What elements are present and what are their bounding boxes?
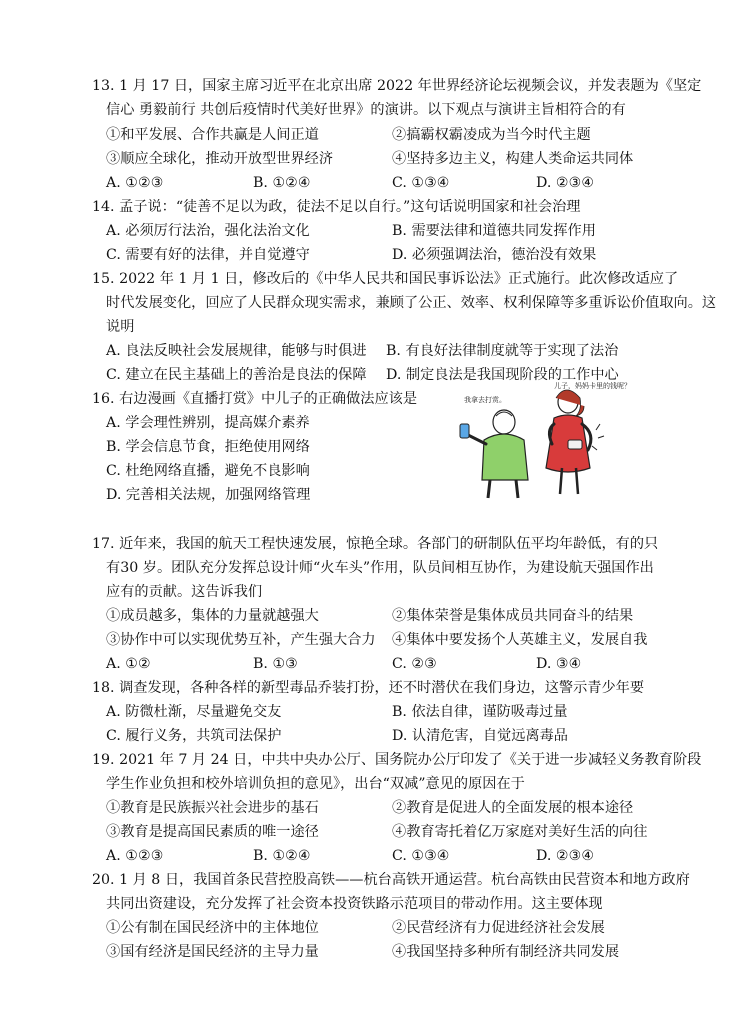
wallet-icon	[568, 440, 582, 449]
question-18-option-b: B. 依法自律，谨防吸毒过量	[392, 704, 568, 720]
question-17-option-b: B. ①③	[253, 656, 298, 672]
question-17-item-3: ③协作中可以实现优势互补，产生强大合力	[106, 632, 376, 648]
question-13-option-a: A. ①②③	[106, 175, 164, 191]
question-19-option-b: B. ①②④	[253, 848, 311, 864]
question-19-stem-line-1: 19. 2021 年 7 月 24 日，中共中央办公厅、国务院办公厅印发了《关于进一步减轻义务教育阶段	[92, 752, 702, 768]
question-13-option-b: B. ①②④	[253, 175, 311, 191]
question-17-stem-line-2: 有30 岁。团队充分发挥总设计师“火车头”作用，队员间相互协作，为建设航天强国作出	[106, 560, 654, 576]
question-14-option-d: D. 必须强调法治，德治没有效果	[392, 247, 597, 263]
phone-icon	[460, 424, 469, 438]
question-15-stem-line-2: 时代发展变化，回应了人民群众现实需求，兼顾了公正、效率、权利保障等多重诉讼价值取向。这	[106, 295, 717, 311]
question-19-item-2: ②教育是促进人的全面发展的根本途径	[392, 800, 634, 816]
question-15-option-a: A. 良法反映社会发展规律，能够与时俱进	[106, 343, 367, 359]
question-15-stem-line-3: 说明	[106, 319, 135, 335]
question-13-stem-line-2: 信心 勇毅前行 共创后疫情时代美好世界》的演讲。以下观点与演讲主旨相符合的有	[106, 102, 626, 118]
question-14-option-a: A. 必须厉行法治，强化法治文化	[106, 223, 310, 239]
question-19-option-d: D. ②③④	[536, 848, 595, 864]
question-16-option-d: D. 完善相关法规，加强网络管理	[106, 487, 311, 503]
live-stream-tipping-cartoon	[446, 380, 632, 500]
question-20-stem-line-1: 20. 1 月 8 日，我国首条民营控股高铁——杭台高铁开通运营。杭台高铁由民营资本和地方政府	[92, 872, 690, 888]
question-15-option-c: C. 建立在民主基础上的善治是良法的保障	[106, 367, 367, 383]
question-17-option-c: C. ②③	[392, 656, 437, 672]
question-16-option-a: A. 学会理性辨别，提高媒介素养	[106, 415, 310, 431]
question-16-option-c: C. 杜绝网络直播，避免不良影响	[106, 463, 310, 479]
question-19-option-c: C. ①③④	[392, 848, 450, 864]
question-18-stem: 18. 调查发现，各种各样的新型毒品乔装打扮，还不时潜伏在我们身边，这警示青少年要	[92, 680, 645, 696]
question-16-option-b: B. 学会信息节食，拒绝使用网络	[106, 439, 310, 455]
question-15-option-b: B. 有良好法律制度就等于实现了法治	[386, 343, 619, 359]
mother-speech-text: 儿子，妈妈卡里的钱呢？	[554, 382, 631, 390]
question-13-item-2: ②搞霸权霸凌成为当今时代主题	[392, 127, 591, 143]
question-17-stem-line-1: 17. 近年来，我国的航天工程快速发展，惊艳全球。各部门的研制队伍平均年龄低，有的只	[92, 536, 659, 552]
son-figure	[460, 410, 528, 498]
question-17-option-a: A. ①②	[106, 656, 151, 672]
question-16-stem: 16. 右边漫画《直播打赏》中儿子的正确做法应该是	[92, 391, 418, 407]
question-13-item-3: ③顺应全球化，推动开放型世界经济	[106, 151, 334, 167]
son-speech-text: 我拿去打赏。	[464, 396, 506, 404]
question-13-item-4: ④坚持多边主义，构建人类命运共同体	[392, 151, 634, 167]
question-19-item-3: ③教育是提高国民素质的唯一途径	[106, 824, 319, 840]
question-19-stem-line-2: 学生作业负担和校外培训负担的意见》，出台“双减”意见的原因在于	[106, 776, 525, 792]
question-17-stem-line-3: 应有的贡献。这告诉我们	[106, 584, 263, 600]
question-20-item-3: ③国有经济是国民经济的主导力量	[106, 944, 319, 960]
question-18-option-c: C. 履行义务，共筑司法保护	[106, 728, 282, 744]
mother-figure	[546, 390, 604, 494]
question-13-option-c: C. ①③④	[392, 175, 450, 191]
question-14-option-c: C. 需要有好的法律，并自觉遵守	[106, 247, 310, 263]
question-17-option-d: D. ③④	[536, 656, 582, 672]
question-19-item-1: ①教育是民族振兴社会进步的基石	[106, 800, 319, 816]
question-17-item-4: ④集体中要发扬个人英雄主义，发展自我	[392, 632, 648, 648]
question-13-stem-line-1: 13. 1 月 17 日，国家主席习近平在北京出席 2022 年世界经济论坛视频会议，并发表题为《坚定	[92, 78, 702, 94]
question-18-option-d: D. 认清危害，自觉远离毒品	[392, 728, 568, 744]
question-20-item-2: ②民营经济有力促进经济社会发展	[392, 920, 605, 936]
question-19-item-4: ④教育寄托着亿万家庭对美好生活的向往	[392, 824, 648, 840]
question-15-stem-line-1: 15. 2022 年 1 月 1 日，修改后的《中华人民共和国民事诉讼法》正式施行。此次修改适应了	[92, 271, 679, 287]
question-14-option-b: B. 需要法律和道德共同发挥作用	[392, 223, 596, 239]
question-13-item-1: ①和平发展、合作共赢是人间正道	[106, 127, 319, 143]
question-17-item-1: ①成员越多，集体的力量就越强大	[106, 608, 319, 624]
question-15-option-d: D. 制定良法是我国现阶段的工作中心	[386, 367, 619, 383]
question-19-option-a: A. ①②③	[106, 848, 164, 864]
question-18-option-a: A. 防微杜渐，尽量避免交友	[106, 704, 282, 720]
question-14-stem: 14. 孟子说：“徒善不足以为政，徒法不足以自行。”这句话说明国家和社会治理	[92, 199, 581, 215]
question-13-option-d: D. ②③④	[536, 175, 595, 191]
question-20-stem-line-2: 共同出资建设，充分发挥了社会资本投资铁路示范项目的带动作用。这主要体现	[106, 896, 603, 912]
question-20-item-1: ①公有制在国民经济中的主体地位	[106, 920, 319, 936]
question-20-item-4: ④我国坚持多种所有制经济共同发展	[392, 944, 620, 960]
question-17-item-2: ②集体荣誉是集体成员共同奋斗的结果	[392, 608, 634, 624]
